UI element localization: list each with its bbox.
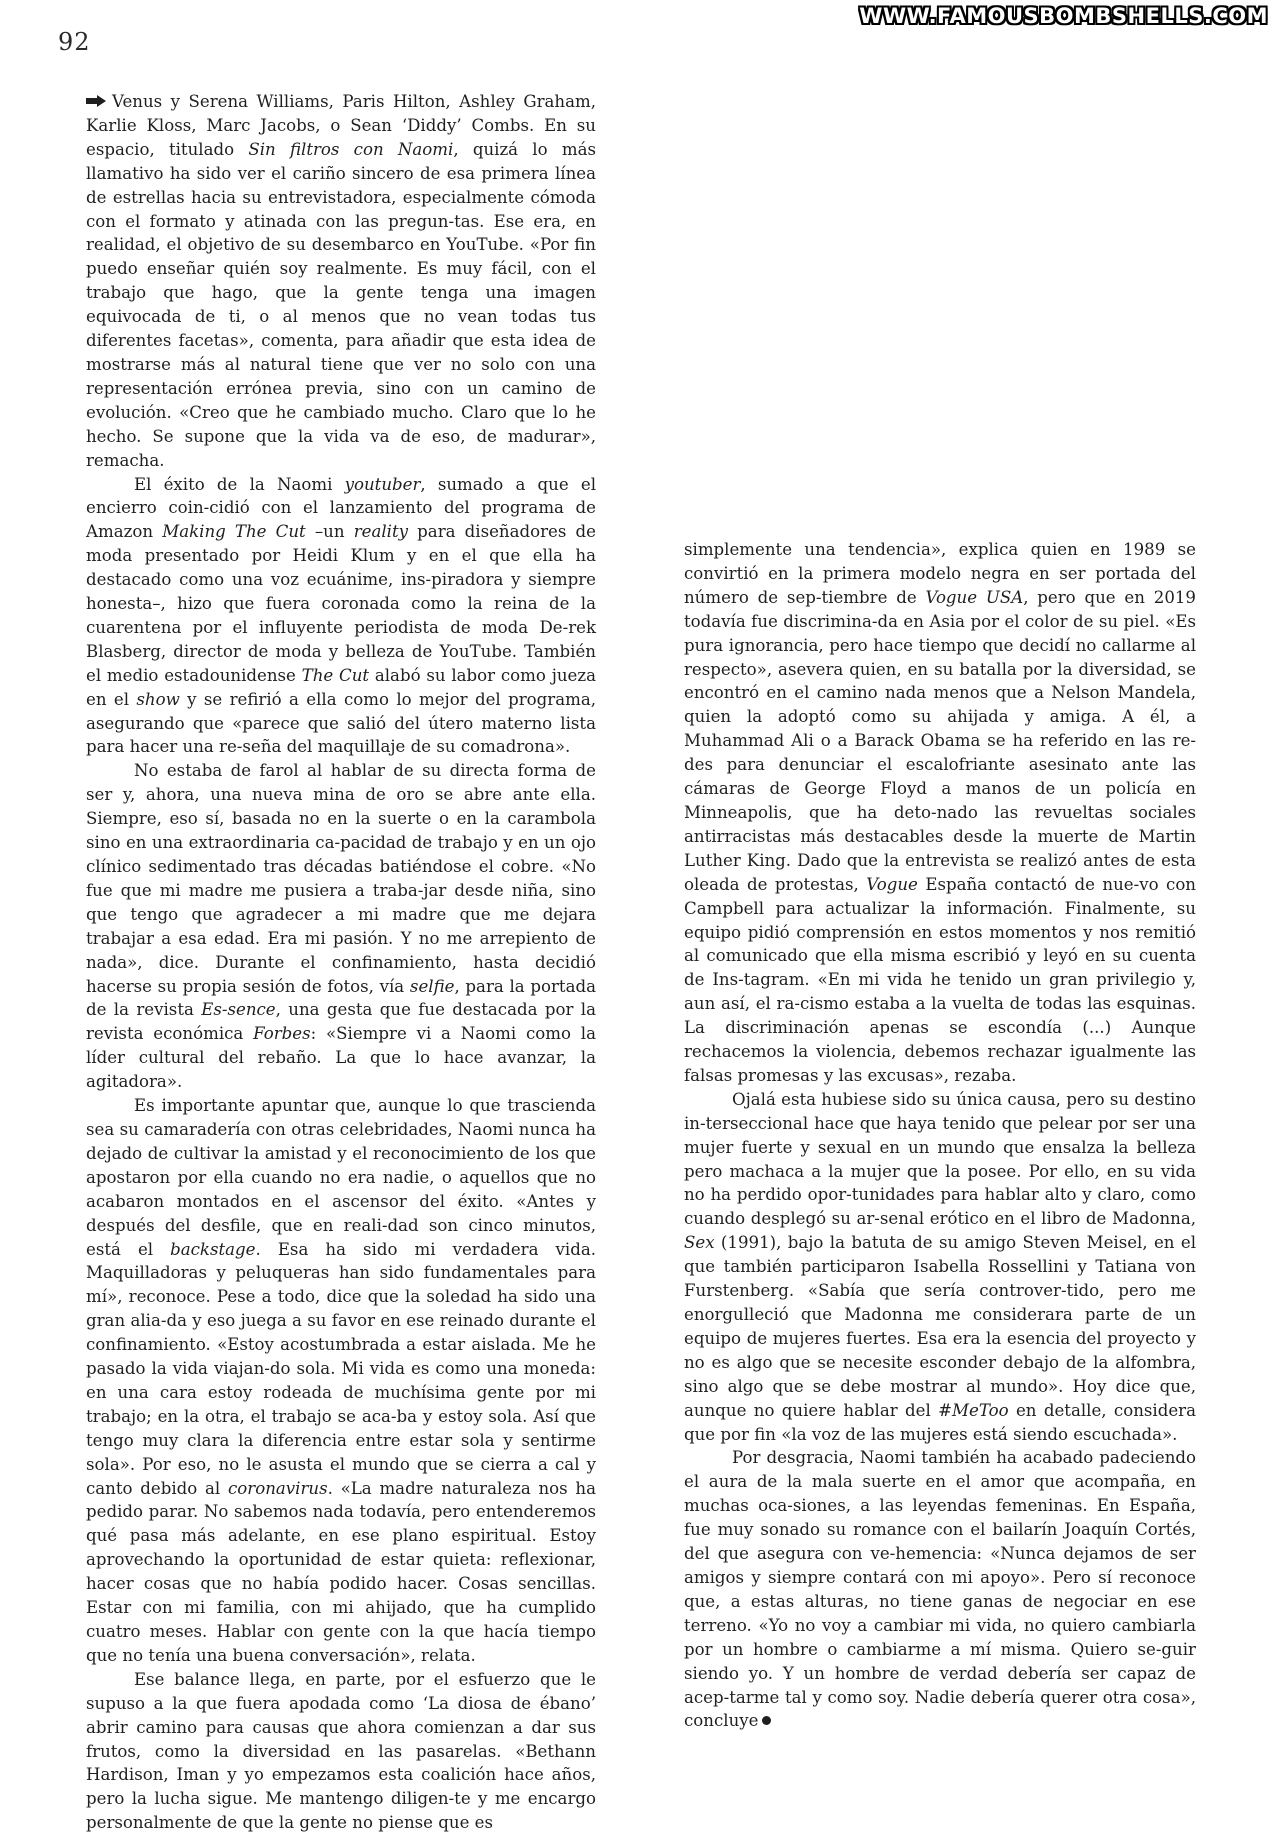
italic-text-run: Sex xyxy=(684,1233,715,1253)
text-run: El éxito de la Naomi xyxy=(134,474,345,494)
article-column-left xyxy=(86,90,596,1835)
italic-text-run: backstage xyxy=(170,1239,256,1259)
article-paragraph xyxy=(684,1088,1196,1447)
italic-text-run: reality xyxy=(353,522,409,542)
text-run: Venus y Serena Williams, Paris Hilton, Ashley Graham, Karlie Kloss, Marc Jacobs, o Sean ‘Diddy’ Combs. En su espacio, titulado xyxy=(86,92,596,159)
text-run: Ese balance llega, en parte, por el esfuerzo que le supuso a la que fuera apodada como ‘La diosa de ébano’ abrir camino para causas que ahora comienzan a dar sus frutos, como la diversidad en las pasarelas. «Bethann Hardison, Iman y yo empezamos esta coalición hace años, pero la lucha sigue. Me mantengo diligen-te y me encargo personalmente de que la gente no piense que es xyxy=(86,1669,596,1833)
article-paragraph xyxy=(86,1668,596,1835)
text-run: Por desgracia, Naomi también ha acabado padeciendo el aura de la mala suerte en el amor que acompaña, en muchas oca-siones, a las leyendas femeninas. En España, fue muy sonado su romance con el bailarín Joaquín Cortés, del que asegura con ve-hemencia: «Nunca dejamos de ser amigos y siempre contará con mi apoyo». Pero sí reconoce que, a estas alturas, no tiene ganas de negociar en ese terreno. «Yo no voy a cambiar mi vida, no quiero cambiarla por un hombre o cambiarme a mí misma. Quiero se-guir siendo yo. Y un hombre de verdad debería ser capaz de acep-tarme tal y como soy. Nadie debería querer otra cosa», concluye xyxy=(684,1448,1196,1731)
text-run: Es importante apuntar que, aunque lo que trascienda sea su camaradería con otras celebridades, Naomi nunca ha dejado de cultivar la amistad y el reconocimiento de los que apostaron por ella cuando no era nadie, o aquellos que no acabaron montados en el ascensor del éxito. «Antes y después del desfile, que en reali-dad son cinco minutos, está el xyxy=(86,1096,596,1259)
article-paragraph xyxy=(86,759,596,1094)
arrow-right-icon xyxy=(86,95,106,107)
text-run: alabó su labor como jueza en el xyxy=(86,665,596,709)
text-run: : «Siempre vi a Naomi como la líder cultural del rebaño. La que lo hace avanzar, la agitadora». xyxy=(86,1024,596,1092)
italic-text-run: Es-sence xyxy=(201,1000,276,1020)
text-run: Ojalá esta hubiese sido su única causa, pero su destino in-terseccional hace que haya tenido que pelear por ser una mujer fuerte y sexual en un mundo que ensalza la belleza pero machaca a la mujer que la posee. Por ello, en su vida no ha perdido opor-tunidades para hablar alto y claro, como cuando desplegó su ar-senal erótico en el libro de Madonna, xyxy=(684,1089,1196,1229)
article-paragraph xyxy=(86,90,596,473)
italic-text-run: selfie xyxy=(409,976,455,996)
text-run: No estaba de farol al hablar de su directa forma de ser y, ahora, una nueva mina de oro se abre ante ella. Siempre, eso sí, basada no en la suerte o en la carambola sino en una extraordinaria ca-pacidad de trabajo y en un ojo clínico sedimentado tras décadas batiéndose el cobre. «No fue que mi madre me pusiera a traba-jar desde niña, sino que tengo que agradecer a mi madre que me dejara trabajar a esa edad. Era mi pasión. Y no me arrepiento de nada», dice. Durante el confinamiento, hasta decidió hacerse su propia sesión de fotos, vía xyxy=(86,761,596,996)
text-run: simplemente una tendencia», explica quien en 1989 se convirtió en la primera modelo negra en ser portada del número de sep-tiembre de xyxy=(684,540,1196,607)
text-run: en detalle, considera que por fin «la voz de las mujeres está siendo escuchada». xyxy=(684,1400,1196,1444)
article-paragraph xyxy=(86,1094,596,1668)
text-run: , para la portada de la revista xyxy=(86,976,597,1020)
italic-text-run: The Cut xyxy=(301,665,370,685)
text-run: , sumado a que el encierro coin-cidió con el lanzamiento del programa de Amazon xyxy=(86,474,597,542)
italic-text-run: show xyxy=(136,689,180,709)
page-number: 92 xyxy=(58,28,91,56)
italic-text-run: coronavirus xyxy=(227,1478,328,1498)
end-of-article-bullet-icon xyxy=(762,1716,771,1725)
text-run: España contactó de nue-vo con Campbell para actualizar la información. Finalmente, su equipo pidió comprensión en estos momentos y nos remitió al comunicado que ella misma escribió y leyó en su cuenta de Ins-tagram. «En mi vida he tenido un gran privilegio y, aun así, el ra-cismo estaba a la vuelta de todas las esquinas. La discriminación apenas se escondía (...) Aunque rechacemos la violencia, debemos rechazar igualmente las falsas promesas y las excusas», rezaba. xyxy=(684,874,1196,1085)
article-paragraph xyxy=(86,473,596,760)
italic-text-run: Sin filtros con Naomi xyxy=(248,139,454,159)
article-paragraph xyxy=(684,1446,1196,1733)
text-run: , quizá lo más llamativo ha sido ver el cariño sincero de esa primera línea de estrellas hacia su entrevistadora, especialmente cómoda con el formato y atinada con las pregun-tas. Ese era, en realidad, el objetivo de su desembarco en YouTube. «Por fin puedo enseñar quién soy realmente. Es muy fácil, con el trabajo que hago, que la gente tenga una imagen equivocada de ti, o al menos que no vean todas tus diferentes facetas», comenta, para añadir que esta idea de mostrarse más al natural tiene que ver no solo con una representación errónea previa, sino con un camino de evolución. «Creo que he cambiado mucho. Claro que lo he hecho. Se supone que la vida va de eso, de madurar», remacha. xyxy=(86,139,596,470)
text-run: . «La madre naturaleza nos ha pedido parar. No sabemos nada todavía, pero entenderemos qué pasa más adelante, en ese plano espiritual. Estoy aprovechando la oportunidad de estar quieta: reflexionar, hacer cosas que no había podido hacer. Cosas sencillas. Estar con mi familia, con mi ahijado, que ha cumplido cuatro meses. Hablar con gente con la que hacía tiempo que no tenía una buena conversación», relata. xyxy=(86,1478,596,1665)
italic-text-run: Vogue xyxy=(866,874,918,894)
italic-text-run: Forbes xyxy=(253,1024,311,1044)
text-run: , pero que en 2019 todavía fue discrimina-da en Asia por el color de su piel. «Es pura ignorancia, pero hace tiempo que decidí no callarme al respecto», asevera quien, en su batalla por la diversidad, se encontró en el camino nada menos que a Nelson Mandela, quien la adoptó como su ahijada y amiga. A él, a Muhammad Ali o a Barack Obama se ha referido en las re-des para denunciar el escalofriante asesinato ante las cámaras de George Floyd a manos de un policía en Minneapolis, que ha deto-nado las revueltas sociales antirracistas más destacables desde la muerte de Martin Luther King. Dado que la entrevista se realizó antes de esta oleada de protestas, xyxy=(684,587,1196,894)
watermark-text: WWW.FAMOUSBOMBSHELLS.COM xyxy=(859,4,1268,28)
italic-text-run: youtuber xyxy=(344,474,421,494)
italic-text-run: Making The Cut xyxy=(162,522,306,542)
article-column-right xyxy=(684,538,1196,1733)
text-run: , una gesta que fue destacada por la revista económica xyxy=(86,1000,596,1044)
text-run: y se refirió a ella como lo mejor del programa, asegurando que «parece que salió del útero materno lista para hacer una re-seña del maquillaje de su comadrona». xyxy=(86,689,596,757)
italic-text-run: #MeToo xyxy=(938,1400,1009,1420)
text-run: (1991), bajo la batuta de su amigo Steven Meisel, en el que también participaron Isabella Rossellini y Tatiana von Furstenberg. «Sabía que sería controver-tido, pero me enorgulleció que Madonna me considerara parte de un equipo de mujeres fuertes. Esa era la esencia del proyecto y no es algo que se necesite esconder debajo de la alfombra, sino algo que se debe mostrar al mundo». Hoy dice que, aunque no quiere hablar del xyxy=(684,1233,1196,1420)
text-run: . Esa ha sido mi verdadera vida. Maquilladoras y peluqueras han sido fundamentales para mí», reconoce. Pese a todo, dice que la soledad ha sido una gran alia-da y eso juega a su favor en ese reinado durante el confinamiento. «Estoy acostumbrada a estar aislada. Me he pasado la vida viajan-do sola. Mi vida es como una moneda: en una cara estoy rodeada de muchísima gente por mi trabajo; en la otra, el trabajo se aca-ba y estoy sola. Así que tengo muy clara la diferencia entre estar sola y sentirme sola». Por eso, no le asusta el mundo que se cierra a cal y canto debido al xyxy=(86,1239,596,1498)
text-run: para diseñadores de moda presentado por Heidi Klum y en el que ella ha destacado como una voz ecuánime, ins-piradora y siempre honesta–, hizo que fuera coronada como la reina de la cuarentena por el influyente periodista de moda De-rek Blasberg, director de moda y belleza de YouTube. También el medio estadounidense xyxy=(86,522,596,685)
article-paragraph xyxy=(684,538,1196,1088)
text-run: –un xyxy=(305,522,354,542)
italic-text-run: Vogue USA xyxy=(925,587,1024,607)
